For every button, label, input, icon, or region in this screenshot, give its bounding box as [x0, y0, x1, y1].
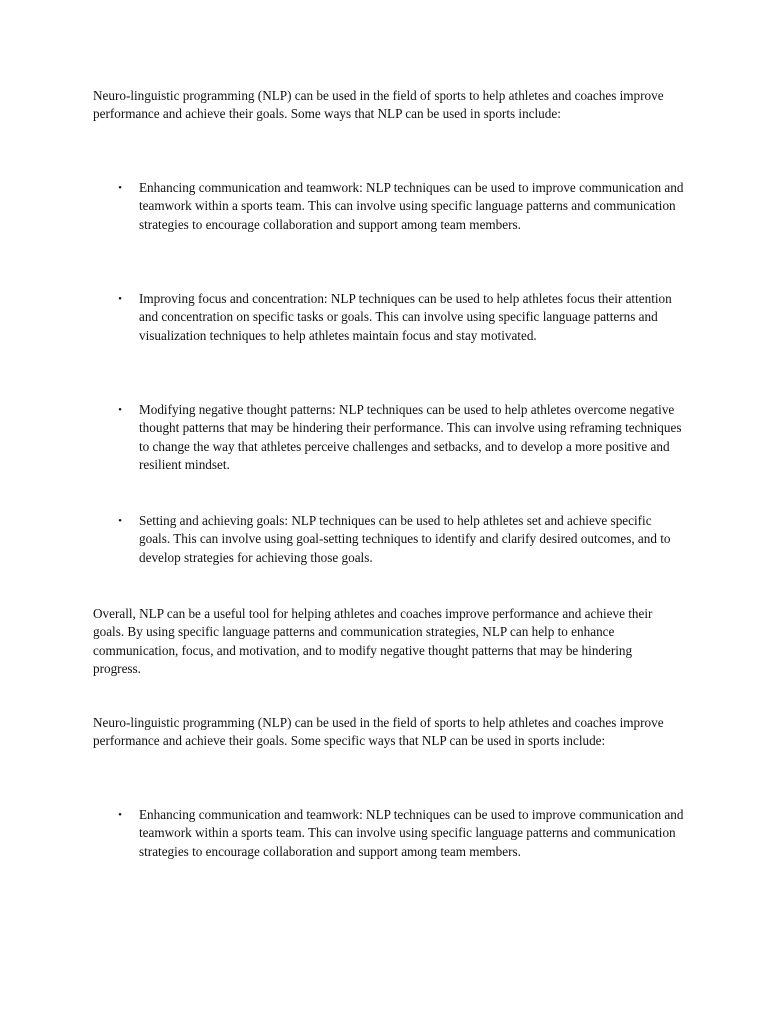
list-item-text: Enhancing communication and teamwork: NLP techniques can be used to improve communication and teamwork within a sports team. This can involve using specific language patterns and communication strategies to encourage collaboration and support among team members. — [139, 180, 684, 232]
bullet-icon: • — [118, 809, 122, 821]
bullet-icon: • — [118, 293, 122, 305]
intro-paragraph: Neuro-linguistic programming (NLP) can be used in the field of sports to help athletes and coaches improve performance and achieve their goals. Some ways that NLP can be used in sports include: — [93, 88, 664, 122]
list-item — [118, 290, 684, 345]
list-item — [118, 401, 684, 475]
list-item — [118, 806, 684, 861]
list-item-text: Setting and achieving goals: NLP techniques can be used to help athletes set and achieve specific goals. This can involve using goal-setting techniques to identify and clarify desired outcomes, and to develop strategies for achieving those goals. — [139, 513, 671, 565]
repeat-intro-paragraph: Neuro-linguistic programming (NLP) can be used in the field of sports to help athletes and coaches improve performance and achieve their goals. Some specific ways that NLP can be used in sports include: — [93, 715, 664, 749]
list-item — [118, 512, 684, 567]
bullet-icon: • — [118, 515, 122, 527]
bullet-icon: • — [118, 404, 122, 416]
list-item-text: Modifying negative thought patterns: NLP techniques can be used to help athletes overcome negative thought patterns that may be hindering their performance. This can involve using reframing techniques to change the way that athletes perceive challenges and setbacks, and to develop a more positive and resilient mindset. — [139, 402, 682, 473]
list-item-text: Improving focus and concentration: NLP techniques can be used to help athletes focus their attention and concentration on specific tasks or goals. This can involve using specific language patterns and visualization techniques to help athletes maintain focus and stay motivated. — [139, 291, 672, 343]
summary-paragraph: Overall, NLP can be a useful tool for helping athletes and coaches improve performance and achieve their goals. By using specific language patterns and communication strategies, NLP can help to enhance communication, focus, and motivation, and to modify negative thought patterns that may be hindering progress. — [93, 606, 653, 677]
bullet-icon: • — [118, 182, 122, 194]
list-item-text: Enhancing communication and teamwork: NLP techniques can be used to improve communication and teamwork within a sports team. This can involve using specific language patterns and communication strategies to encourage collaboration and support among team members. — [139, 807, 684, 859]
list-item — [118, 179, 684, 234]
